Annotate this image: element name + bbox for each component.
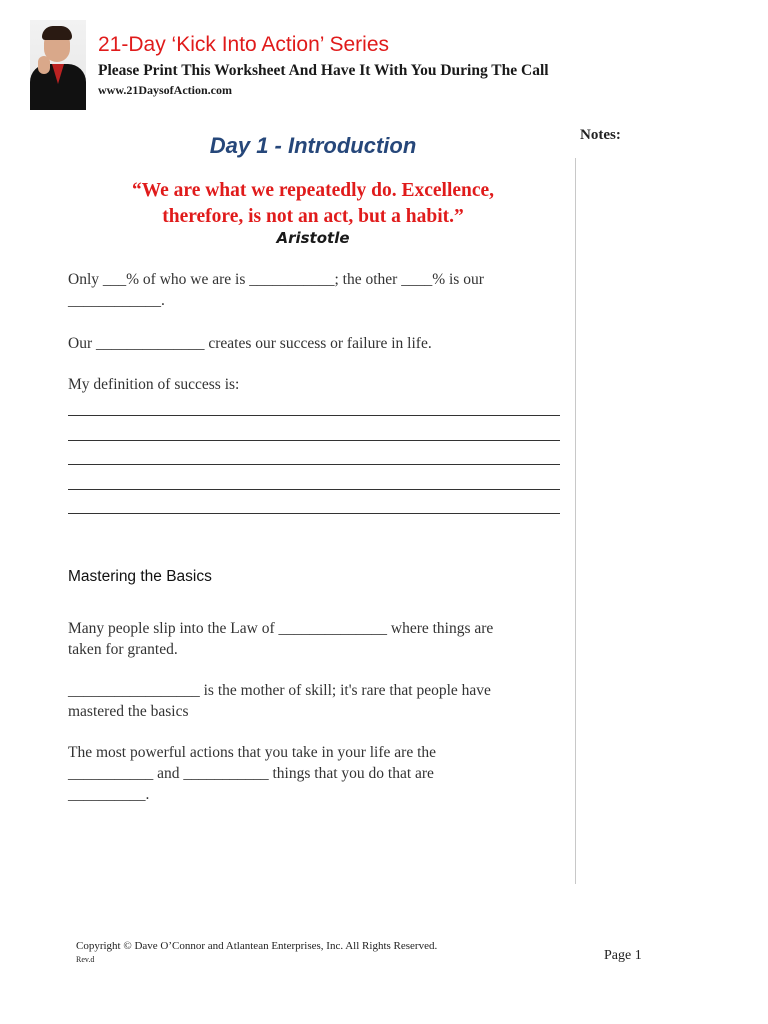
website-link[interactable]: www.21DaysofAction.com [98,83,232,97]
question-4-line-1: Many people slip into the Law of ______________ where things are [68,620,494,637]
quote-line-2: therefore, is not an act, but a habit.” [162,206,464,227]
answer-line [68,440,560,441]
revision-label: Rev.d [76,955,95,964]
question-6-line-1: The most powerful actions that you take in your life are the [68,744,437,761]
question-5-line-1: _________________ is the mother of skill; it's rare that people have [68,682,491,699]
copyright-notice: Copyright © Dave O’Connor and Atlantean Enterprises, Inc. All Rights Reserved. [76,940,438,952]
question-3: My definition of success is: [68,376,240,393]
question-6 [68,742,558,805]
page-number: Page 1 [604,948,642,963]
notes-label: Notes: [580,127,621,143]
question-1-line-2: ____________. [68,292,165,309]
question-5-line-2: mastered the basics [68,703,189,720]
question-1-line-1: Only ___% of who we are is ___________; the other ____% is our [68,271,484,288]
worksheet-subtitle: Please Print This Worksheet And Have It With You During The Call [98,62,549,79]
answer-line [68,489,560,490]
question-6-line-2: ___________ and ___________ things that you do that are [68,765,434,782]
quote-text [68,178,558,230]
quote-line-1: “We are what we repeatedly do. Excellence, [131,180,495,201]
answer-line [68,415,560,416]
question-4-line-2: taken for granted. [68,641,178,658]
answer-line [68,464,560,465]
question-4 [68,618,558,660]
question-5 [68,680,558,722]
question-2: Our ______________ creates our success or failure in life. [68,335,432,352]
notes-divider [575,158,576,884]
section-heading: Mastering the Basics [68,568,212,585]
series-title: 21-Day ‘Kick Into Action’ Series [98,33,390,56]
question-6-line-3: __________. [68,786,150,803]
author-photo [30,20,86,110]
quote-author: Aristotle [276,229,350,247]
answer-line [68,513,560,514]
question-1 [68,269,558,311]
day-title: Day 1 - Introduction [209,133,417,158]
